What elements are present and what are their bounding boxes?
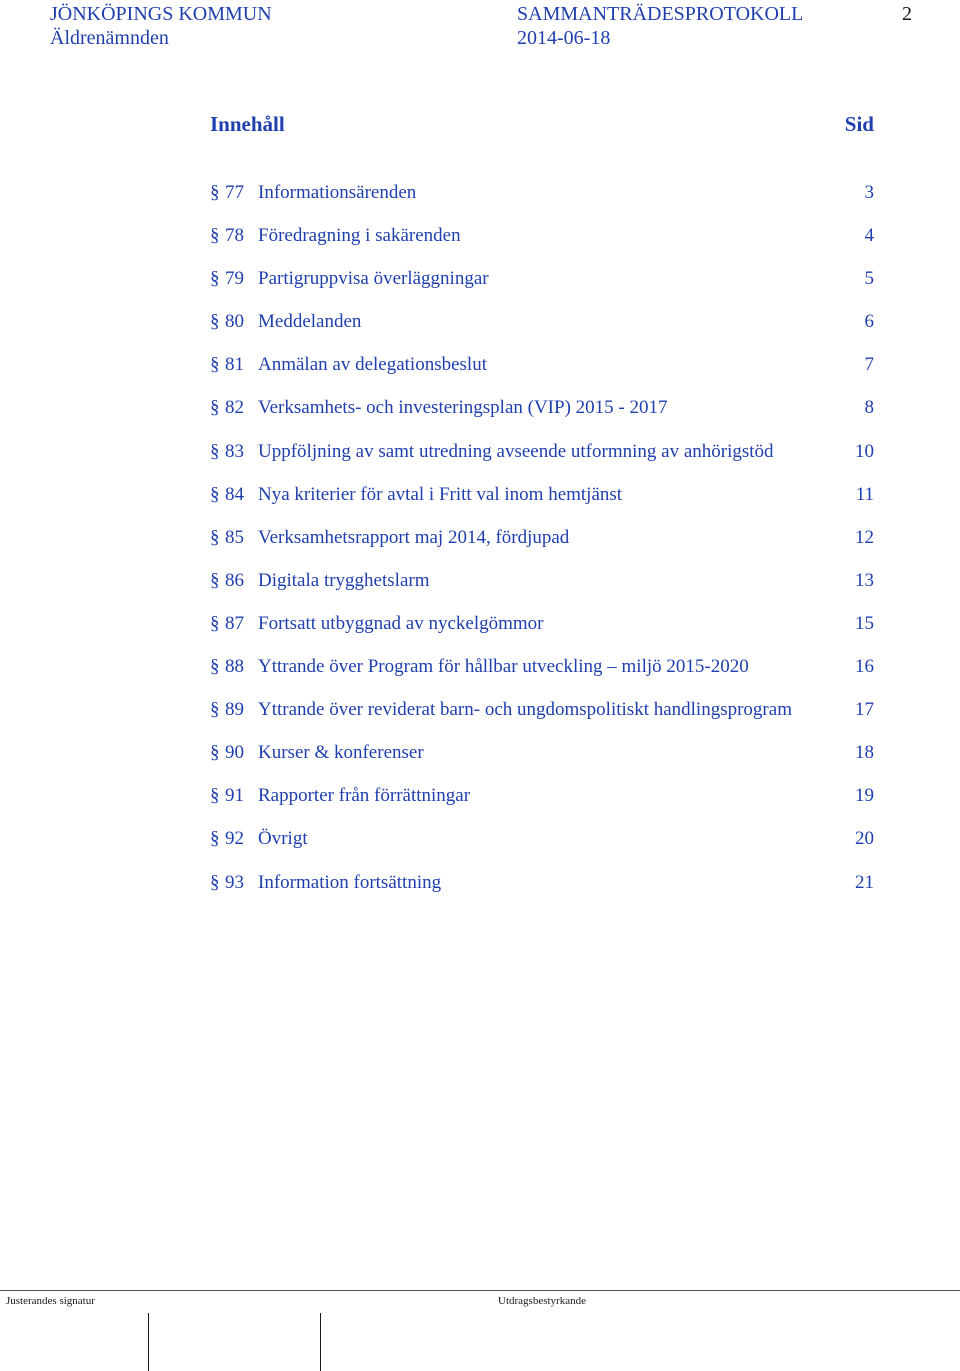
- section-symbol: §: [210, 612, 220, 634]
- toc-item-number: 83: [225, 440, 244, 462]
- toc-item-number: 92: [225, 828, 244, 850]
- section-symbol: §: [210, 483, 220, 505]
- toc-item-page: 12: [855, 526, 874, 548]
- toc-item-page: 20: [855, 828, 874, 850]
- toc-item-number: 91: [225, 785, 244, 807]
- toc-item-title: Rapporter från förrättningar: [258, 785, 471, 807]
- toc-item-page: 21: [855, 871, 874, 893]
- section-symbol: §: [210, 182, 220, 203]
- toc-item-title: Anmälan av delegationsbeslut: [258, 354, 487, 376]
- toc-item-page: 8: [864, 397, 874, 419]
- toc-item: [210, 264, 874, 307]
- toc-item: [210, 437, 874, 480]
- toc-item-page: 11: [855, 483, 874, 505]
- toc-item-number: 93: [225, 871, 244, 893]
- toc-page-heading: Sid: [844, 112, 874, 136]
- toc-item-page: 13: [855, 569, 874, 591]
- toc-item-number: 81: [225, 354, 244, 376]
- section-symbol: §: [210, 742, 220, 764]
- toc-item-title: Information fortsättning: [258, 871, 442, 893]
- toc-item: [210, 652, 874, 695]
- toc-item-title: Övrigt: [258, 828, 308, 850]
- toc-heading-row: [210, 112, 874, 138]
- signature-divider: [320, 1313, 321, 1371]
- toc-item-page: 16: [855, 656, 874, 678]
- committee-name: Äldrenämnden: [50, 27, 169, 49]
- toc-item-number: 79: [225, 268, 244, 290]
- toc-item-title: Verksamhetsrapport maj 2014, fördjupad: [258, 526, 570, 548]
- toc-item-page: 10: [855, 440, 874, 462]
- table-of-contents: [210, 178, 874, 911]
- toc-heading: Innehåll: [210, 112, 285, 136]
- toc-item-number: 89: [225, 699, 244, 721]
- toc-item-number: 77: [225, 182, 244, 203]
- page-header: [50, 0, 912, 60]
- toc-item-page: 19: [855, 785, 874, 807]
- toc-item: [210, 868, 874, 911]
- toc-item-page: 6: [864, 311, 874, 333]
- section-symbol: §: [210, 225, 220, 247]
- section-symbol: §: [210, 828, 220, 850]
- toc-item: [210, 393, 874, 436]
- toc-item-page: 4: [864, 225, 874, 247]
- toc-item: [210, 824, 874, 867]
- toc-item-title: Kurser & konferenser: [258, 742, 424, 764]
- org-name: JÖNKÖPINGS KOMMUN: [50, 3, 272, 25]
- section-symbol: §: [210, 785, 220, 807]
- toc-item-number: 84: [225, 483, 244, 505]
- toc-item: [210, 566, 874, 609]
- toc-item-page: 15: [855, 612, 874, 634]
- toc-item-number: 85: [225, 526, 244, 548]
- extract-label: Utdragsbestyrkande: [498, 1295, 586, 1307]
- toc-item-title: Partigruppvisa överläggningar: [258, 268, 489, 290]
- toc-item-page: 3: [864, 182, 874, 203]
- section-symbol: §: [210, 311, 220, 333]
- section-symbol: §: [210, 354, 220, 376]
- toc-item-number: 86: [225, 569, 244, 591]
- toc-item-number: 78: [225, 225, 244, 247]
- meeting-date: 2014-06-18: [517, 27, 611, 49]
- toc-item: [210, 523, 874, 566]
- section-symbol: §: [210, 569, 220, 591]
- toc-item-page: 17: [855, 699, 874, 721]
- section-symbol: §: [210, 268, 220, 290]
- toc-item-title: Meddelanden: [258, 311, 362, 333]
- toc-item: [210, 609, 874, 652]
- toc-item-number: 87: [225, 612, 244, 634]
- page-number: 2: [902, 3, 912, 25]
- toc-item-page: 7: [864, 354, 874, 376]
- toc-item: [210, 350, 874, 393]
- section-symbol: §: [210, 397, 220, 419]
- toc-item: [210, 307, 874, 350]
- section-symbol: §: [210, 440, 220, 462]
- toc-item: [210, 781, 874, 824]
- toc-item-title: Uppföljning av samt utredning avseende utformning av anhörigstöd: [258, 440, 774, 462]
- toc-item: [210, 178, 874, 221]
- toc-item-title: Verksamhets- och investeringsplan (VIP) 2015 - 2017: [258, 397, 668, 419]
- toc-item-title: Digitala trygghetslarm: [258, 569, 430, 591]
- toc-item-title: Informationsärenden: [258, 182, 417, 203]
- toc-item-number: 90: [225, 742, 244, 764]
- toc-item: [210, 221, 874, 264]
- toc-item: [210, 695, 874, 738]
- toc-item-title: Fortsatt utbyggnad av nyckelgömmor: [258, 612, 544, 634]
- toc-item-title: Nya kriterier för avtal i Fritt val inom hemtjänst: [258, 483, 623, 505]
- signature-label: Justerandes signatur: [6, 1295, 95, 1307]
- section-symbol: §: [210, 699, 220, 721]
- toc-item-number: 80: [225, 311, 244, 333]
- toc-item: [210, 738, 874, 781]
- toc-item-number: 88: [225, 656, 244, 678]
- toc-item-page: 18: [855, 742, 874, 764]
- page-footer: [0, 1290, 960, 1371]
- toc-item-title: Yttrande över Program för hållbar utveckling – miljö 2015-2020: [258, 656, 749, 678]
- document-type: SAMMANTRÄDESPROTOKOLL: [517, 3, 804, 25]
- toc-item-title: Yttrande över reviderat barn- och ungdomspolitiskt handlingsprogram: [258, 699, 792, 721]
- signature-divider: [148, 1313, 149, 1371]
- toc-item-number: 82: [225, 397, 244, 419]
- toc-item-page: 5: [864, 268, 874, 290]
- toc-item-title: Föredragning i sakärenden: [258, 225, 461, 247]
- section-symbol: §: [210, 526, 220, 548]
- section-symbol: §: [210, 871, 220, 893]
- section-symbol: §: [210, 656, 220, 678]
- toc-item: [210, 480, 874, 523]
